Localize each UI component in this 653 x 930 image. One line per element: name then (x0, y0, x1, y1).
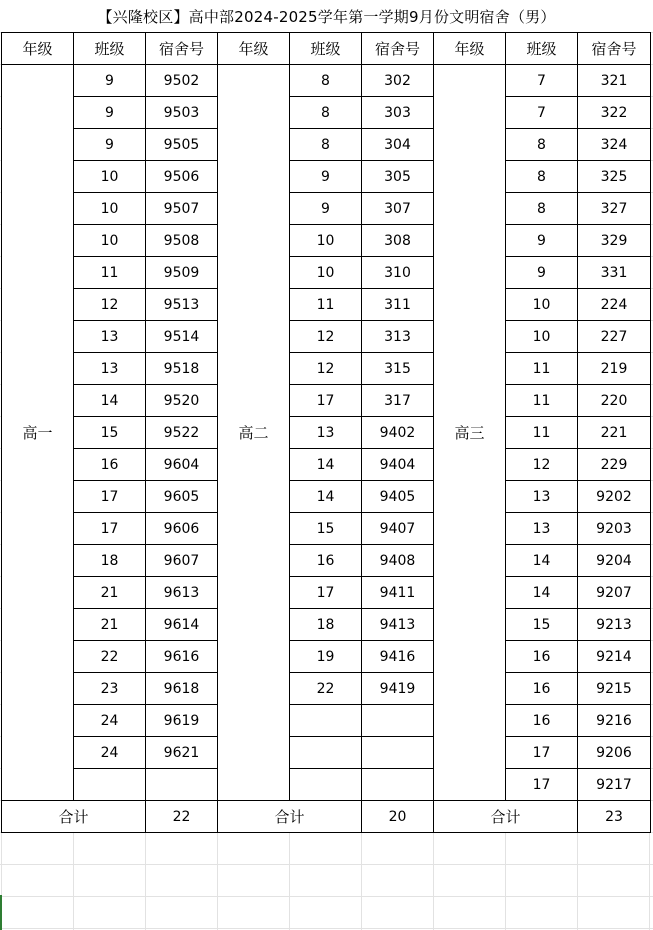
dorm-cell[interactable]: 9509 (146, 257, 218, 289)
dorm-cell[interactable]: 327 (578, 193, 651, 225)
dorm-cell[interactable]: 9621 (146, 737, 218, 769)
dorm-cell[interactable]: 322 (578, 97, 651, 129)
class-cell[interactable]: 9 (290, 161, 362, 193)
class-cell[interactable]: 11 (506, 353, 578, 385)
class-cell[interactable]: 15 (74, 417, 146, 449)
class-cell[interactable]: 12 (290, 321, 362, 353)
dorm-cell[interactable]: 9520 (146, 385, 218, 417)
header-grade[interactable]: 年级 (218, 33, 290, 65)
dorm-cell[interactable]: 9507 (146, 193, 218, 225)
dorm-cell[interactable]: 9217 (578, 769, 651, 801)
dorm-cell[interactable]: 9604 (146, 449, 218, 481)
class-cell[interactable]: 8 (506, 193, 578, 225)
dorm-cell[interactable]: 9405 (362, 481, 434, 513)
dorm-cell[interactable]: 331 (578, 257, 651, 289)
dorm-cell[interactable]: 221 (578, 417, 651, 449)
dorm-cell[interactable]: 9215 (578, 673, 651, 705)
dorm-cell[interactable]: 9619 (146, 705, 218, 737)
class-cell[interactable]: 21 (74, 577, 146, 609)
class-cell[interactable]: 7 (506, 65, 578, 97)
dorm-cell[interactable]: 9402 (362, 417, 434, 449)
class-cell[interactable]: 13 (74, 353, 146, 385)
table-row (2, 545, 651, 577)
class-cell[interactable]: 10 (74, 161, 146, 193)
class-cell[interactable]: 16 (506, 705, 578, 737)
header-row (2, 33, 651, 65)
dorm-cell[interactable]: 329 (578, 225, 651, 257)
grade-cell[interactable]: 高二 (218, 65, 290, 801)
class-cell[interactable]: 23 (74, 673, 146, 705)
class-cell[interactable]: 11 (506, 385, 578, 417)
class-cell[interactable]: 17 (74, 481, 146, 513)
class-cell[interactable]: 17 (290, 385, 362, 417)
table-row (2, 193, 651, 225)
dorm-cell[interactable]: 9605 (146, 481, 218, 513)
dorm-cell[interactable]: 9207 (578, 577, 651, 609)
dorm-cell[interactable]: 9413 (362, 609, 434, 641)
class-cell[interactable]: 21 (74, 609, 146, 641)
dorm-cell[interactable]: 9513 (146, 289, 218, 321)
class-cell[interactable]: 15 (290, 513, 362, 545)
class-cell[interactable]: 22 (74, 641, 146, 673)
table-row (2, 737, 651, 769)
dorm-cell[interactable] (362, 705, 434, 737)
class-cell[interactable]: 24 (74, 737, 146, 769)
table-body (2, 65, 651, 833)
total-label-cell[interactable]: 合计 (218, 801, 362, 833)
header-class[interactable]: 班级 (506, 33, 578, 65)
class-cell[interactable]: 13 (506, 513, 578, 545)
dorm-cell[interactable]: 310 (362, 257, 434, 289)
class-cell[interactable]: 19 (290, 641, 362, 673)
class-cell[interactable]: 11 (506, 417, 578, 449)
class-cell[interactable]: 22 (290, 673, 362, 705)
class-cell[interactable]: 9 (74, 65, 146, 97)
dorm-cell[interactable]: 9613 (146, 577, 218, 609)
table-row (2, 449, 651, 481)
class-cell[interactable]: 17 (506, 769, 578, 801)
table-row (2, 577, 651, 609)
class-cell[interactable] (290, 769, 362, 801)
class-cell[interactable]: 13 (74, 321, 146, 353)
class-cell[interactable]: 18 (74, 545, 146, 577)
grade-cell[interactable]: 高三 (434, 65, 506, 801)
dorm-cell[interactable]: 219 (578, 353, 651, 385)
class-cell[interactable]: 9 (506, 225, 578, 257)
dorm-cell[interactable]: 9618 (146, 673, 218, 705)
dorm-cell[interactable]: 9416 (362, 641, 434, 673)
table-row (2, 417, 651, 449)
dorm-cell[interactable]: 321 (578, 65, 651, 97)
class-cell[interactable]: 16 (290, 545, 362, 577)
class-cell[interactable] (290, 705, 362, 737)
class-cell[interactable]: 11 (74, 257, 146, 289)
class-cell[interactable]: 8 (290, 129, 362, 161)
class-cell[interactable]: 10 (74, 193, 146, 225)
dorm-cell[interactable]: 9203 (578, 513, 651, 545)
dorm-cell[interactable]: 9514 (146, 321, 218, 353)
class-cell[interactable]: 10 (506, 289, 578, 321)
class-cell[interactable]: 11 (290, 289, 362, 321)
dorm-cell[interactable]: 9404 (362, 449, 434, 481)
dorm-cell[interactable]: 9518 (146, 353, 218, 385)
class-cell[interactable]: 9 (290, 193, 362, 225)
total-value-cell[interactable]: 23 (578, 801, 651, 833)
table-row (2, 353, 651, 385)
sheet-title: 【兴隆校区】高中部2024-2025学年第一学期9月份文明宿舍（男） (0, 0, 653, 32)
table-row (2, 705, 651, 737)
dorm-cell[interactable] (146, 769, 218, 801)
class-cell[interactable]: 16 (74, 449, 146, 481)
class-cell[interactable]: 15 (506, 609, 578, 641)
class-cell[interactable]: 10 (290, 225, 362, 257)
dorm-cell[interactable]: 9216 (578, 705, 651, 737)
dorm-cell[interactable]: 313 (362, 321, 434, 353)
class-cell[interactable]: 14 (290, 449, 362, 481)
total-label-cell[interactable]: 合计 (434, 801, 578, 833)
dorm-cell[interactable]: 9407 (362, 513, 434, 545)
table-row (2, 65, 651, 97)
table-row (2, 641, 651, 673)
dorm-cell[interactable]: 227 (578, 321, 651, 353)
class-cell[interactable]: 17 (74, 513, 146, 545)
dorm-cell[interactable]: 9506 (146, 161, 218, 193)
header-class[interactable]: 班级 (74, 33, 146, 65)
class-cell[interactable]: 16 (506, 673, 578, 705)
table-row (2, 385, 651, 417)
dorm-cell[interactable]: 303 (362, 97, 434, 129)
class-cell[interactable]: 8 (290, 97, 362, 129)
dorm-cell[interactable] (362, 769, 434, 801)
dorm-cell[interactable]: 317 (362, 385, 434, 417)
dorm-cell[interactable]: 9522 (146, 417, 218, 449)
header-dorm[interactable]: 宿舍号 (146, 33, 218, 65)
class-cell[interactable]: 8 (290, 65, 362, 97)
table-row (2, 513, 651, 545)
dorm-cell[interactable]: 304 (362, 129, 434, 161)
class-cell[interactable]: 9 (506, 257, 578, 289)
dorm-cell[interactable]: 9408 (362, 545, 434, 577)
dorm-cell[interactable]: 325 (578, 161, 651, 193)
table-row (2, 769, 651, 801)
table-row (2, 289, 651, 321)
header-dorm[interactable]: 宿舍号 (578, 33, 651, 65)
dorm-cell[interactable]: 9505 (146, 129, 218, 161)
dorm-cell[interactable]: 324 (578, 129, 651, 161)
class-cell[interactable]: 18 (290, 609, 362, 641)
total-value-cell[interactable]: 22 (146, 801, 218, 833)
dorm-cell[interactable]: 315 (362, 353, 434, 385)
dorm-cell[interactable]: 9607 (146, 545, 218, 577)
dorm-table (1, 32, 651, 833)
table-row (2, 673, 651, 705)
dorm-cell[interactable]: 9214 (578, 641, 651, 673)
class-cell[interactable]: 24 (74, 705, 146, 737)
table-row (2, 129, 651, 161)
header-grade[interactable]: 年级 (2, 33, 74, 65)
header-grade[interactable]: 年级 (434, 33, 506, 65)
table-row (2, 321, 651, 353)
class-cell[interactable] (74, 769, 146, 801)
class-cell[interactable]: 7 (506, 97, 578, 129)
dorm-cell[interactable]: 9508 (146, 225, 218, 257)
class-cell[interactable]: 12 (74, 289, 146, 321)
class-cell[interactable]: 9 (74, 97, 146, 129)
header-class[interactable]: 班级 (290, 33, 362, 65)
dorm-cell[interactable]: 9419 (362, 673, 434, 705)
class-cell[interactable]: 14 (506, 577, 578, 609)
dorm-cell[interactable]: 9213 (578, 609, 651, 641)
class-cell[interactable]: 13 (290, 417, 362, 449)
dorm-cell[interactable]: 302 (362, 65, 434, 97)
table-row (2, 481, 651, 513)
total-row (2, 801, 651, 833)
class-cell[interactable]: 16 (506, 641, 578, 673)
table-row (2, 225, 651, 257)
dorm-cell[interactable]: 224 (578, 289, 651, 321)
class-cell[interactable]: 14 (506, 545, 578, 577)
class-cell[interactable]: 10 (74, 225, 146, 257)
class-cell[interactable]: 9 (74, 129, 146, 161)
dorm-cell[interactable]: 305 (362, 161, 434, 193)
dorm-cell[interactable]: 9204 (578, 545, 651, 577)
class-cell[interactable]: 8 (506, 129, 578, 161)
header-dorm[interactable]: 宿舍号 (362, 33, 434, 65)
dorm-cell[interactable]: 9503 (146, 97, 218, 129)
cell-cursor-accent (0, 895, 2, 930)
grade-cell[interactable]: 高一 (2, 65, 74, 801)
dorm-cell[interactable]: 9411 (362, 577, 434, 609)
class-cell[interactable]: 14 (74, 385, 146, 417)
dorm-cell[interactable]: 9616 (146, 641, 218, 673)
table-row (2, 257, 651, 289)
class-cell[interactable]: 10 (506, 321, 578, 353)
dorm-cell[interactable]: 229 (578, 449, 651, 481)
dorm-cell[interactable]: 9614 (146, 609, 218, 641)
class-cell[interactable] (290, 737, 362, 769)
class-cell[interactable]: 17 (506, 737, 578, 769)
class-cell[interactable]: 10 (290, 257, 362, 289)
class-cell[interactable]: 12 (290, 353, 362, 385)
dorm-cell[interactable] (362, 737, 434, 769)
class-cell[interactable]: 17 (290, 577, 362, 609)
table-row (2, 161, 651, 193)
class-cell[interactable]: 14 (290, 481, 362, 513)
class-cell[interactable]: 13 (506, 481, 578, 513)
dorm-cell[interactable]: 311 (362, 289, 434, 321)
table-row (2, 97, 651, 129)
dorm-cell[interactable]: 9606 (146, 513, 218, 545)
table-row (2, 609, 651, 641)
dorm-cell[interactable]: 9202 (578, 481, 651, 513)
dorm-cell[interactable]: 308 (362, 225, 434, 257)
dorm-cell[interactable]: 220 (578, 385, 651, 417)
total-value-cell[interactable]: 20 (362, 801, 434, 833)
total-label-cell[interactable]: 合计 (2, 801, 146, 833)
class-cell[interactable]: 8 (506, 161, 578, 193)
dorm-cell[interactable]: 9502 (146, 65, 218, 97)
dorm-cell[interactable]: 307 (362, 193, 434, 225)
dorm-cell[interactable]: 9206 (578, 737, 651, 769)
class-cell[interactable]: 12 (506, 449, 578, 481)
